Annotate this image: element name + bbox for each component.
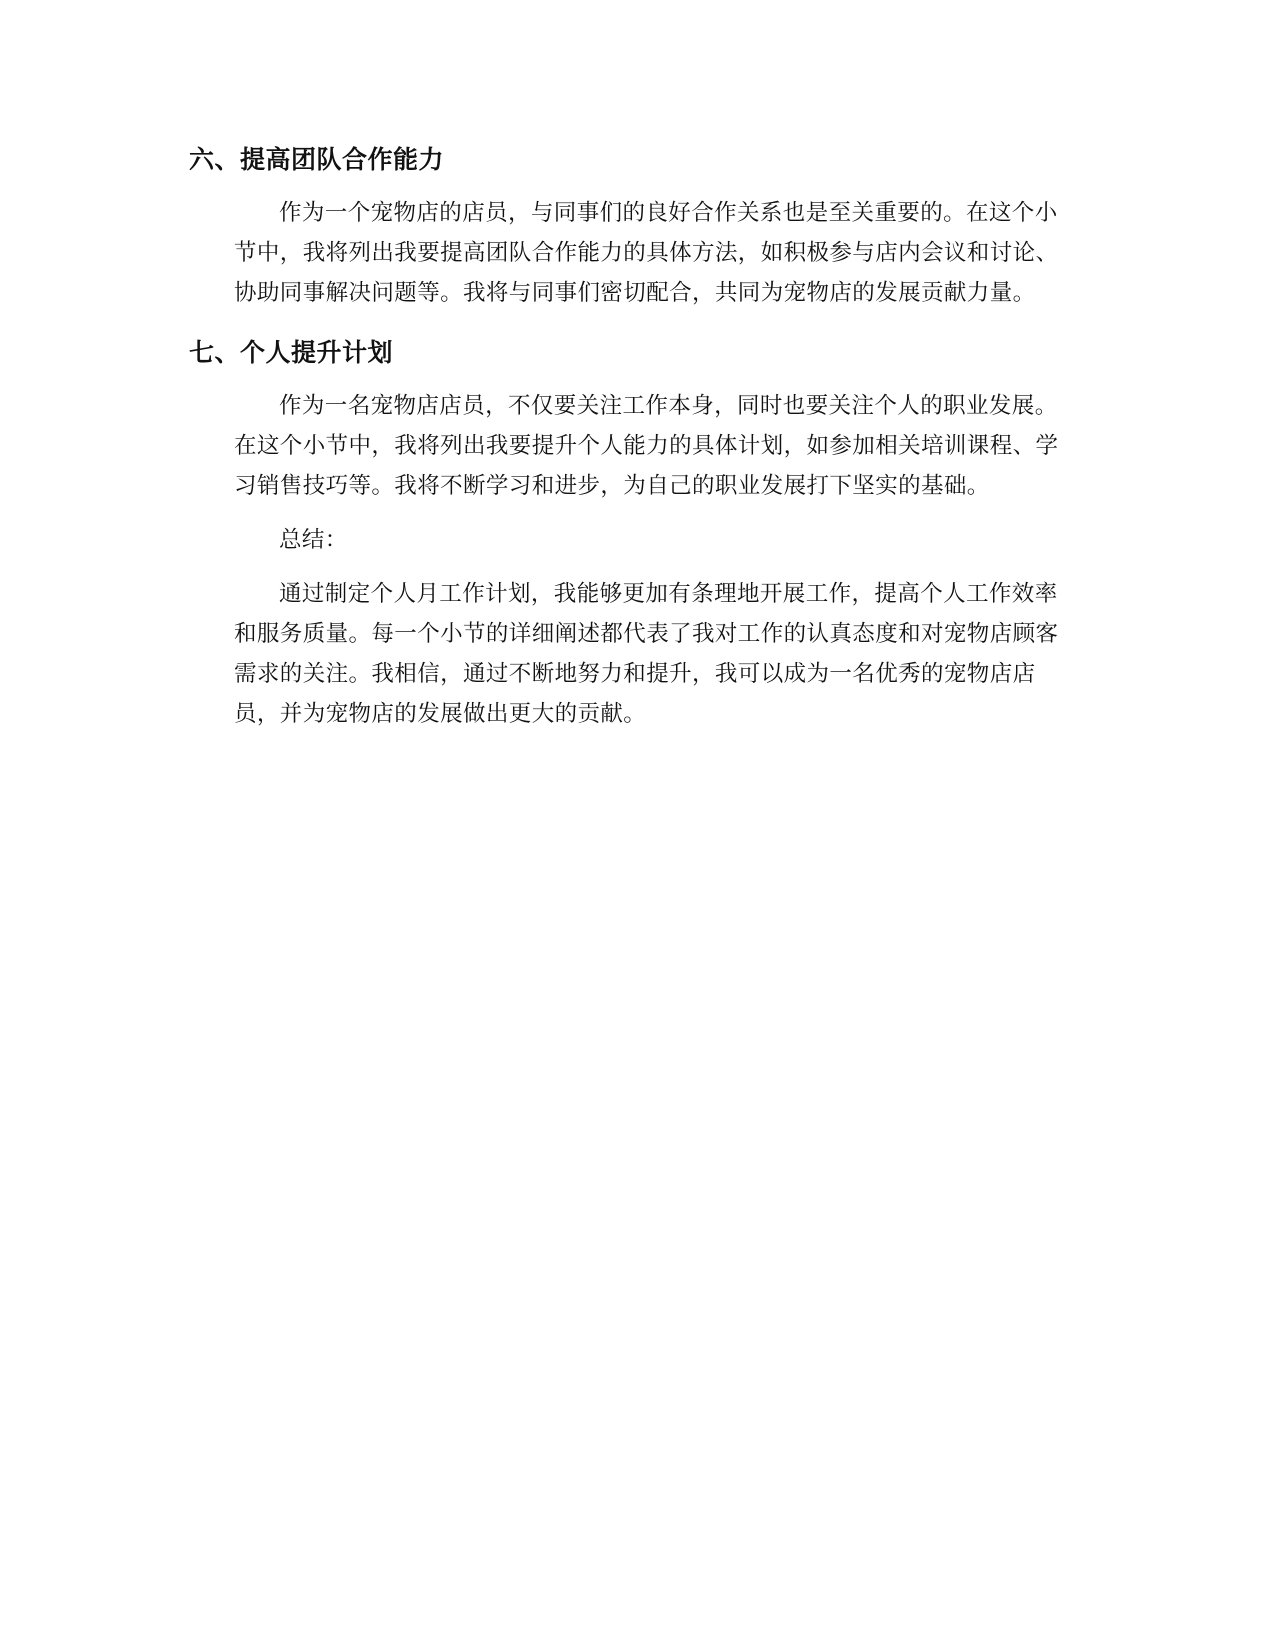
- text-line: 作为一名宠物店店员，不仅要关注工作本身，同时也要关注个人的职业发展。: [279, 393, 1058, 419]
- summary-label-paragraph: [189, 520, 1089, 560]
- section-heading-personal-growth: 七、个人提升计划: [189, 338, 394, 367]
- text-line: 需求的关注。我相信，通过不断地努力和提升，我可以成为一名优秀的宠物店店: [234, 661, 1036, 687]
- section-heading-team-cooperation: 六、提高团队合作能力: [189, 145, 445, 174]
- text-line: 习销售技巧等。我将不断学习和进步，为自己的职业发展打下坚实的基础。: [234, 473, 990, 499]
- text-line: 通过制定个人月工作计划，我能够更加有条理地开展工作，提高个人工作效率: [279, 581, 1058, 607]
- text-line: 员，并为宠物店的发展做出更大的贡献。: [234, 701, 647, 727]
- text-line: 作为一个宠物店的店员，与同事们的良好合作关系也是至关重要的。在这个小: [279, 200, 1058, 226]
- text-line: 和服务质量。每一个小节的详细阐述都代表了我对工作的认真态度和对宠物店顾客: [234, 621, 1059, 647]
- paragraph-summary: [189, 574, 1089, 734]
- summary-label: 总结：: [279, 527, 348, 553]
- paragraph-team-cooperation: [189, 193, 1089, 313]
- document-body: [189, 142, 1089, 734]
- text-line: 协助同事解决问题等。我将与同事们密切配合，共同为宠物店的发展贡献力量。: [234, 280, 1036, 306]
- text-line: 节中，我将列出我要提高团队合作能力的具体方法，如积极参与店内会议和讨论、: [234, 240, 1059, 266]
- text-line: 在这个小节中，我将列出我要提升个人能力的具体计划，如参加相关培训课程、学: [234, 433, 1059, 459]
- paragraph-personal-growth: [189, 386, 1089, 506]
